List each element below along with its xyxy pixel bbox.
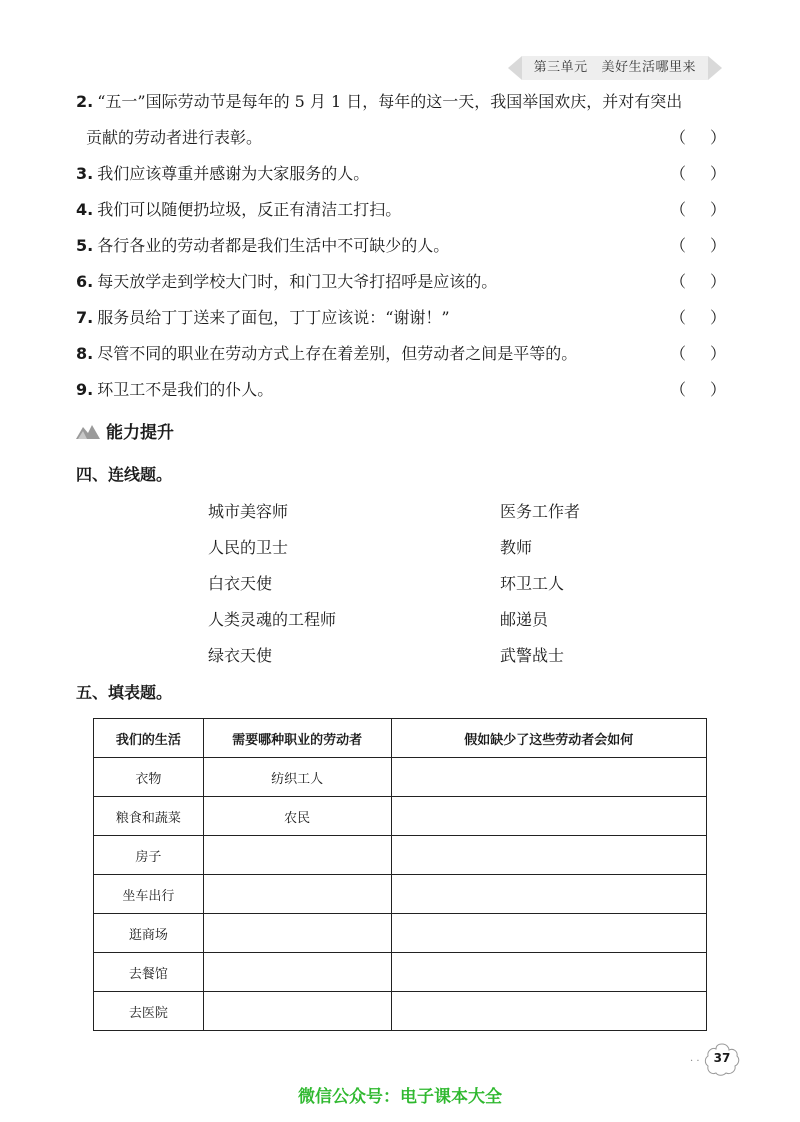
table-cell-consequence[interactable] xyxy=(391,758,706,797)
page-number: 37 xyxy=(713,1051,731,1065)
item-number: 6. xyxy=(76,272,94,291)
matching-left-item[interactable]: 人类灵魂的工程师 xyxy=(208,610,337,629)
table-cell-worker[interactable] xyxy=(203,875,391,914)
matching-right-item[interactable]: 武警战士 xyxy=(500,646,565,665)
item-text: 我们可以随便扔垃圾，反正有清洁工打扫。 xyxy=(97,200,402,219)
table-row xyxy=(94,875,707,914)
item-text: 我们应该尊重并感谢为大家服务的人。 xyxy=(97,164,370,183)
answer-blank[interactable] xyxy=(670,300,726,336)
item-number: 9. xyxy=(76,380,94,399)
table-cell-worker[interactable] xyxy=(203,992,391,1031)
table-cell-life: 衣物 xyxy=(94,758,204,797)
matching-right-item[interactable]: 教师 xyxy=(500,538,533,557)
paren-open: （ xyxy=(670,200,687,219)
answer-blank[interactable] xyxy=(670,336,726,372)
column-header: 我们的生活 xyxy=(94,719,204,758)
judgement-item xyxy=(76,336,726,372)
item-text: 每天放学走到学校大门时，和门卫大爷打招呼是应该的。 xyxy=(97,272,498,291)
table-row xyxy=(94,797,707,836)
table-cell-consequence[interactable] xyxy=(391,836,706,875)
item-number: 3. xyxy=(76,164,94,183)
paren-open: （ xyxy=(670,380,687,399)
matching-left-item[interactable]: 人民的卫士 xyxy=(208,538,289,557)
mountain-icon xyxy=(76,423,100,439)
paren-close: ） xyxy=(709,236,726,255)
table-cell-life: 去餐馆 xyxy=(94,953,204,992)
table-header-row xyxy=(94,719,707,758)
header-right-arrow-icon xyxy=(708,56,722,80)
section-title-text: 能力提升 xyxy=(106,423,174,443)
paren-close: ） xyxy=(709,308,726,327)
table-row xyxy=(94,836,707,875)
judgement-list xyxy=(76,84,726,408)
judgement-item xyxy=(76,300,726,336)
table-cell-worker[interactable]: 农民 xyxy=(203,797,391,836)
table-row xyxy=(94,914,707,953)
fill-table xyxy=(93,718,707,1031)
paren-close: ） xyxy=(709,128,726,147)
judgement-item xyxy=(76,156,726,192)
table-cell-worker[interactable] xyxy=(203,953,391,992)
table-row xyxy=(94,953,707,992)
paren-close: ） xyxy=(709,200,726,219)
judgement-item xyxy=(76,192,726,228)
paren-close: ） xyxy=(709,164,726,183)
paren-open: （ xyxy=(670,128,687,147)
matching-heading: 四、连线题。 xyxy=(76,465,173,484)
unit-label: 第三单元 xyxy=(533,60,588,75)
matching-right-column xyxy=(500,494,580,674)
unit-title: 美好生活哪里来 xyxy=(601,60,696,75)
table-row xyxy=(94,992,707,1031)
judgement-item xyxy=(76,372,726,408)
table-cell-worker[interactable]: 纺织工人 xyxy=(203,758,391,797)
paren-open: （ xyxy=(670,308,687,327)
paren-open: （ xyxy=(670,272,687,291)
answer-blank[interactable] xyxy=(670,228,726,264)
unit-header xyxy=(508,56,722,80)
answer-blank[interactable] xyxy=(670,192,726,228)
paren-open: （ xyxy=(670,236,687,255)
table-cell-life: 粮食和蔬菜 xyxy=(94,797,204,836)
item-number: 4. xyxy=(76,200,94,219)
table-cell-consequence[interactable] xyxy=(391,797,706,836)
matching-left-item[interactable]: 白衣天使 xyxy=(208,574,273,593)
table-cell-consequence[interactable] xyxy=(391,953,706,992)
item-text: 环卫工不是我们的仆人。 xyxy=(97,380,274,399)
judgement-item xyxy=(76,84,726,156)
header-box xyxy=(522,56,708,80)
table-cell-consequence[interactable] xyxy=(391,992,706,1031)
paren-close: ） xyxy=(709,380,726,399)
table-cell-life: 去医院 xyxy=(94,992,204,1031)
table-cell-life: 房子 xyxy=(94,836,204,875)
judgement-item xyxy=(76,228,726,264)
item-number: 8. xyxy=(76,344,94,363)
table-row xyxy=(94,758,707,797)
watermark-text: 微信公众号：电子课本大全 xyxy=(298,1087,502,1107)
judgement-item xyxy=(76,264,726,300)
paren-close: ） xyxy=(709,272,726,291)
matching-left-column xyxy=(208,494,336,674)
table-heading: 五、填表题。 xyxy=(76,683,173,702)
paren-open: （ xyxy=(670,164,687,183)
matching-right-item[interactable]: 医务工作者 xyxy=(500,502,581,521)
answer-blank[interactable] xyxy=(670,372,726,408)
matching-right-item[interactable]: 环卫工人 xyxy=(500,574,565,593)
table-cell-consequence[interactable] xyxy=(391,914,706,953)
paren-close: ） xyxy=(709,344,726,363)
matching-left-item[interactable]: 城市美容师 xyxy=(208,502,289,521)
matching-left-item[interactable]: 绿衣天使 xyxy=(208,646,273,665)
page-dots: · · xyxy=(690,1056,700,1067)
table-cell-worker[interactable] xyxy=(203,836,391,875)
section-title xyxy=(76,418,174,443)
item-text: 服务员给丁丁送来了面包，丁丁应该说：“谢谢！” xyxy=(97,308,450,327)
answer-blank[interactable] xyxy=(670,120,726,156)
header-left-arrow-icon xyxy=(508,56,522,80)
column-header: 假如缺少了这些劳动者会如何 xyxy=(391,719,706,758)
page-number-badge xyxy=(704,1042,740,1076)
item-number: 7. xyxy=(76,308,94,327)
item-text: 尽管不同的职业在劳动方式上存在着差别，但劳动者之间是平等的。 xyxy=(97,344,578,363)
item-number: 5. xyxy=(76,236,94,255)
answer-blank[interactable] xyxy=(670,156,726,192)
item-text: 各行各业的劳动者都是我们生活中不可缺少的人。 xyxy=(97,236,450,255)
table-cell-consequence[interactable] xyxy=(391,875,706,914)
table-cell-life: 逛商场 xyxy=(94,914,204,953)
column-header: 需要哪种职业的劳动者 xyxy=(203,719,391,758)
matching-right-item[interactable]: 邮递员 xyxy=(500,610,549,629)
table-cell-life: 坐车出行 xyxy=(94,875,204,914)
item-number: 2. xyxy=(76,92,94,111)
item-text-line2: 贡献的劳动者进行表彰。 xyxy=(86,128,263,147)
paren-open: （ xyxy=(670,344,687,363)
answer-blank[interactable] xyxy=(670,264,726,300)
item-text-line1: “五一”国际劳动节是每年的 5 月 1 日，每年的这一天，我国举国欢庆，并对有突出 xyxy=(97,92,683,111)
table-cell-worker[interactable] xyxy=(203,914,391,953)
